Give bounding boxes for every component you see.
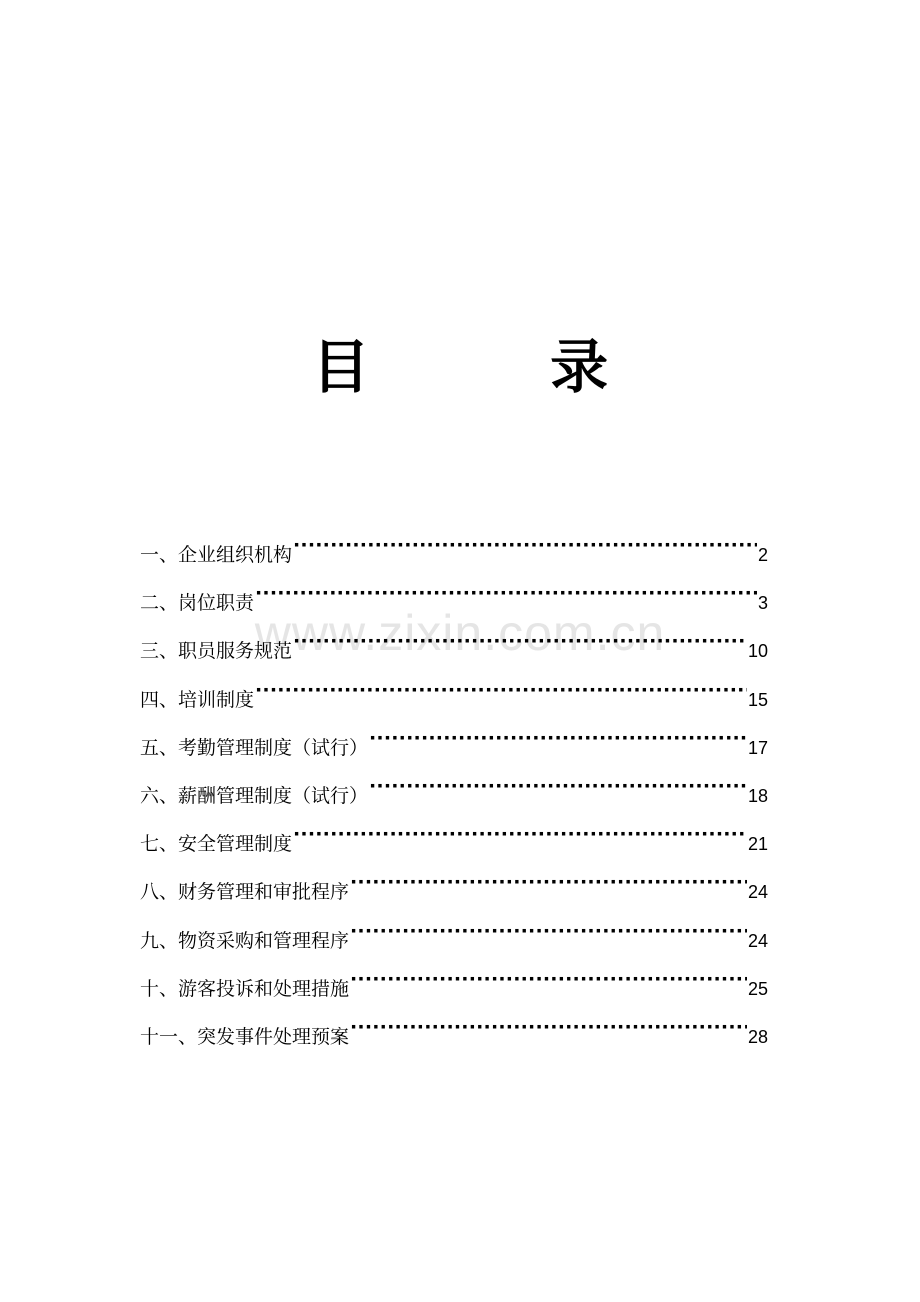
toc-leader-dots (350, 915, 747, 947)
toc-entry-text: 二、岗位职责 (140, 592, 255, 615)
toc-entry-text: 十一、突发事件处理预案 (140, 1025, 350, 1048)
toc-page-number: 17 (747, 737, 768, 758)
toc-entry[interactable] (140, 1011, 768, 1059)
toc-entry[interactable] (140, 866, 768, 914)
toc-entry-text: 一、企业组织机构 (140, 544, 293, 566)
toc-page-number: 10 (747, 641, 768, 662)
toc-entry-text: 六、薪酬管理制度（试行） (140, 784, 369, 807)
toc-leader-dots (350, 866, 747, 898)
watermark: www.zixin.com.cn (254, 605, 666, 661)
toc-page-number: 3 (757, 593, 768, 614)
toc-leader-dots (255, 674, 747, 706)
toc-entry-text: 四、培训制度 (140, 688, 255, 711)
toc-leader-dots (293, 625, 747, 657)
toc-page-number: 21 (747, 834, 768, 855)
toc-leader-dots (293, 818, 747, 850)
toc-page-number: 25 (747, 978, 768, 999)
toc-entry-text: 三、职员服务规范 (140, 640, 293, 663)
toc-entry[interactable] (140, 915, 768, 963)
toc-list (140, 529, 768, 1059)
toc-leader-dots (293, 529, 757, 561)
toc-entry-text: 九、物资采购和管理程序 (140, 929, 350, 952)
toc-leader-dots (350, 1011, 747, 1043)
toc-page-number: 28 (747, 1026, 768, 1047)
toc-leader-dots (369, 770, 747, 802)
toc-entry[interactable] (140, 770, 768, 818)
toc-entry[interactable] (140, 529, 768, 577)
toc-page-number: 2 (757, 545, 768, 565)
toc-leader-dots (369, 722, 747, 754)
toc-entry-text: 八、财务管理和审批程序 (140, 881, 350, 904)
toc-entry[interactable] (140, 577, 768, 625)
toc-leader-dots (255, 577, 757, 609)
toc-entry-text: 五、考勤管理制度（试行） (140, 736, 369, 759)
toc-entry-text: 十、游客投诉和处理措施 (140, 977, 350, 1000)
toc-page-number: 15 (747, 689, 768, 710)
toc-entry[interactable] (140, 818, 768, 866)
toc-entry[interactable] (140, 625, 768, 673)
toc-entry[interactable] (140, 963, 768, 1011)
toc-entry[interactable] (140, 674, 768, 722)
page-title: 目 录 (311, 333, 689, 401)
toc-leader-dots (350, 963, 747, 995)
toc-page-number: 24 (747, 930, 768, 951)
toc-page-number: 24 (747, 882, 768, 903)
toc-entry[interactable] (140, 722, 768, 770)
toc-page-number: 18 (747, 785, 768, 806)
toc-entry-text: 七、安全管理制度 (140, 833, 293, 856)
